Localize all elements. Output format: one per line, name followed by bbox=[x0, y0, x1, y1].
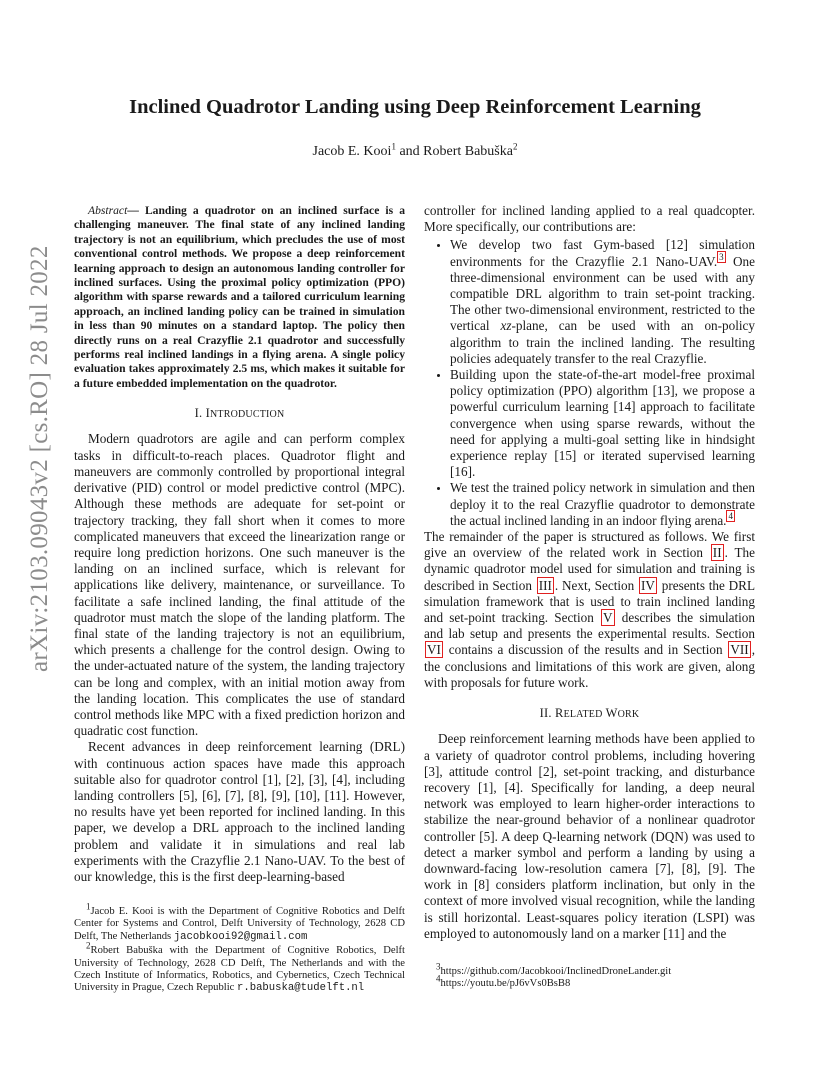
text-run: . The dynamic quadrotor model used for simulation and training is described in Section bbox=[424, 545, 756, 593]
right-footnotes bbox=[424, 961, 755, 991]
left-column bbox=[74, 204, 405, 885]
footnote-1 bbox=[74, 901, 405, 943]
footnote-4 bbox=[424, 973, 755, 990]
contributions-list bbox=[424, 237, 755, 529]
abstract-label: Abstract bbox=[88, 204, 128, 217]
footnote-url[interactable]: https://github.com/Jacobkooi/InclinedDroneLander.git bbox=[440, 966, 672, 977]
footnote-email[interactable]: jacobkooi92@gmail.com bbox=[173, 930, 308, 943]
author-conjunction: and bbox=[399, 144, 420, 159]
section-number: II. bbox=[539, 706, 552, 721]
section-title-rest: ORK bbox=[617, 709, 640, 721]
author-1-affil: 1 bbox=[391, 141, 396, 152]
section-heading-related-work bbox=[424, 705, 755, 723]
text-run: describes the simulation and lab setup and presents the experimental results. Section bbox=[424, 610, 755, 642]
footnote-email[interactable]: r.babuska@tudelft.nl bbox=[237, 982, 365, 995]
author-2: Robert Babuška bbox=[423, 144, 513, 159]
footnote-url[interactable]: https://youtu.be/pJ6vVs0BsB8 bbox=[440, 978, 571, 990]
footnote-2 bbox=[74, 940, 405, 995]
section-title-initial: R bbox=[555, 706, 564, 721]
section-link[interactable]: II bbox=[712, 545, 722, 561]
right-column bbox=[424, 203, 755, 942]
text-run: The remainder of the paper is structured as follows. We first give an overview of the related work in Section bbox=[424, 529, 755, 561]
abstract bbox=[74, 204, 405, 391]
text-run: , the conclusions and limitations of this work are given, along with proposals for future work. bbox=[424, 642, 755, 690]
footnote-3 bbox=[424, 961, 755, 978]
contributions-intro: controller for inclined landing applied to a real quadcopter. More specifically, our contributions are: bbox=[424, 203, 755, 235]
footnote-link[interactable]: 3 bbox=[719, 252, 724, 263]
section-title-initial: I bbox=[205, 406, 210, 421]
section-number: I. bbox=[194, 406, 203, 421]
section-link[interactable]: VI bbox=[427, 642, 441, 658]
author-2-affil: 2 bbox=[512, 141, 518, 152]
related-paragraph-1: Deep reinforcement learning methods have been applied to a variety of quadrotor control problems, including hovering [3], attitude control [2], set-point tracking, and disturbance recovery [1], [4]. Specifically for landing, a deep neural network was employed to learn higher-order interactions to stabilize the near-ground behavior of a nonlinear quadrotor controller [5]. A deep Q-learning network (DQN) was used to detect a marker symbol and perform a landing by using a downward-facing low-resolution camera [7], [8], [9]. The work in [8] considers platform inclination, but only in the context of more involved visual recognition, while the landing is still horizontal. Least-squares policy iteration (LSPI) was employed to autonomously land on a marker [11] and the bbox=[424, 731, 755, 941]
list-item-text: We develop two fast Gym-based [12] simulation environments for the Crazyflie 2.1 Nano-UAV. bbox=[450, 237, 755, 269]
list-item-text: One three-dimensional environment can be used with any compatible DRL algorithm to train set-point tracking. The other two-dimensional environment, restricted to the vertical bbox=[450, 253, 755, 334]
footnote-link[interactable]: 4 bbox=[728, 511, 733, 522]
list-item-text: -plane, can be used with an on-policy algorithm to train the inclined landing. The resulting policies adequately transfer to the real Crazyflie. bbox=[450, 318, 755, 366]
section-title-rest: ELATED bbox=[563, 709, 603, 721]
math-symbol: xz bbox=[500, 318, 512, 334]
footnote-marker: 4 bbox=[436, 973, 441, 984]
list-item bbox=[450, 480, 755, 529]
text-run: . Next, Section bbox=[554, 577, 639, 593]
section-link[interactable]: VII bbox=[730, 642, 749, 658]
section-link[interactable]: III bbox=[538, 577, 552, 593]
footnote-marker: 3 bbox=[436, 961, 441, 972]
footnote-text: Jacob E. Kooi is with the Department of Cognitive Robotics and Delft Center for Systems and Control, Delft University of Technology, 2628 CD Delft, The Netherlands bbox=[74, 906, 405, 942]
abstract-text: — Landing a quadrotor on an inclined surface is a challenging maneuver. The final state of any inclined landing trajectory is not an equilibrium, which precludes the use of most conventional control methods. We propose a deep reinforcement learning approach to design an autonomous landing controller for inclined surfaces. Using the proximal policy optimization (PPO) algorithm with sparse rewards and a tailored curriculum learning approach, an inclined landing policy can be trained in simulation in less than 90 minutes on a standard laptop. The policy then directly runs on a real Crazyflie 2.1 quadrotor and successfully performs real inclined landings in a flying arena. A single policy evaluation takes approximately 2.5 ms, which makes it suitable for a future embedded implementation on the quadrotor. bbox=[74, 204, 405, 390]
footnote-marker: 2 bbox=[86, 940, 91, 951]
footnote-marker: 1 bbox=[86, 901, 91, 912]
structure-paragraph bbox=[424, 529, 755, 691]
author-line bbox=[60, 141, 770, 160]
section-link[interactable]: V bbox=[603, 610, 613, 626]
paper-title: Inclined Quadrotor Landing using Deep Reinforcement Learning bbox=[129, 96, 701, 118]
author-1: Jacob E. Kooi bbox=[312, 144, 392, 159]
section-link[interactable]: IV bbox=[641, 577, 655, 593]
section-title-initial: W bbox=[605, 706, 618, 721]
list-item-text: We test the trained policy network in simulation and then deploy it to the real Crazyflie quadrotor to demonstrate the actual inclined landing in an indoor flying arena. bbox=[450, 480, 755, 528]
text-run: presents the DRL simulation framework that is used to train inclined landing and set-point tracking. Section bbox=[424, 577, 756, 626]
arxiv-id[interactable]: arXiv:2103.09043v2 [cs.RO] 28 Jul 2022 bbox=[26, 245, 53, 672]
list-item: • Building upon the state-of-the-art model-free proximal policy optimization (PPO) algorithm [13], we propose a powerful curriculum learning [14] approach to facilitate convergence when using sparse rewards, without the need for applying a multi-goal setting like in hindsight experience replay [15] or iterated supervised learning [16]. bbox=[450, 367, 755, 480]
footnote-text: Robert Babuška with the Department of Cognitive Robotics, Delft University of Technology, 2628 CD Delft, The Netherlands and with the Czech Institute of Informatics, Robotics, and Cybernetics, Czech Technical University in Prague, Czech Republic bbox=[74, 945, 405, 994]
section-heading-introduction bbox=[74, 405, 405, 423]
intro-paragraph-2: Recent advances in deep reinforcement learning (DRL) with continuous action spaces have made this approach suitable also for quadrotor control [1], [2], [3], [4], including landing controllers [5], [6], [7], [8], [9], [10], [11]. However, no results have yet been reported for inclined landing. In this paper, we develop a DRL approach to the inclined landing problem and validate it in simulations and real lab experiments with the Crazyflie 2.1 Nano-UAV. To the best of our knowledge, this is the first deep-learning-based bbox=[74, 739, 405, 884]
list-item bbox=[450, 237, 755, 367]
section-title-rest: NTRODUCTION bbox=[209, 409, 285, 421]
left-footnotes bbox=[74, 901, 405, 997]
text-run: contains a discussion of the results and in Section bbox=[443, 642, 728, 658]
intro-paragraph-1: Modern quadrotors are agile and can perform complex tasks in difficult-to-reach places. Quadrotor flight and maneuvers are commonly controlled by proportional integral derivative (PID) control or model predictive control (MPC). Although these methods are adequate for set-point or trajectory tracking, they fall short when it comes to more complicated maneuvers that exceed the linearization range or require long prediction horizons. One such maneuver is the landing on an inclined surface, which is relevant for applications like delivery, maintenance, or surveillance. To facilitate a safe inclined landing, the final attitude of the quadrotor must match the slope of the landing platform. The final state of the landing trajectory is not an equilibrium, which presents a challenge for the control design. Owing to the under-actuated nature of the system, the landing trajectory can be long and complex, with an initial motion away from the landing location. This complicates the use of standard control methods like MPC with a fixed prediction horizon and quadratic cost function. bbox=[74, 431, 405, 739]
